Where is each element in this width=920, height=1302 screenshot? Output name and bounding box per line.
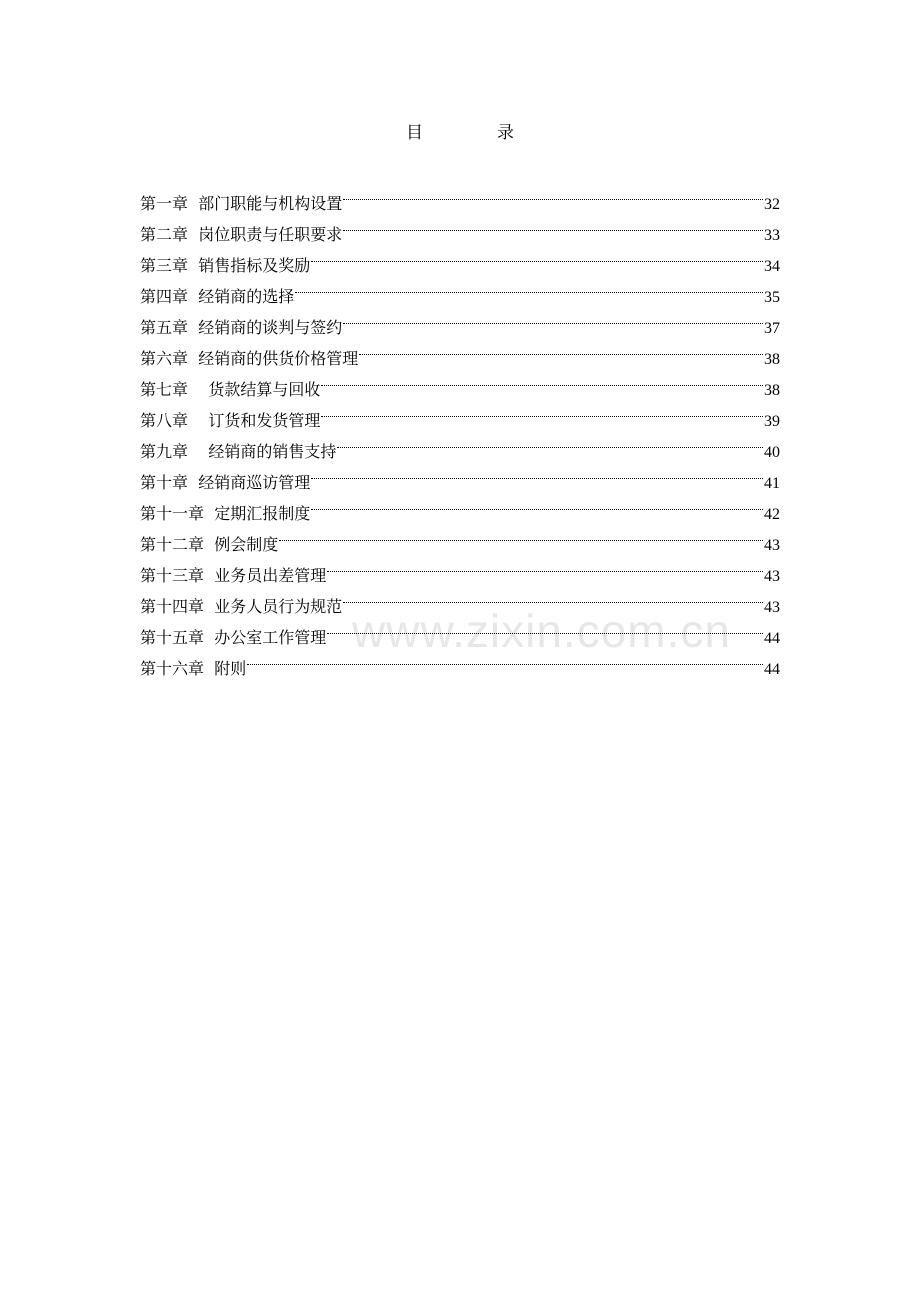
- toc-chapter-title: 经销商的供货价格管理: [198, 349, 359, 368]
- toc-separator: [204, 591, 214, 622]
- toc-dot-leader: [311, 240, 763, 271]
- toc-chapter-title: 办公室工作管理: [214, 628, 327, 647]
- toc-chapter-title: 附则: [214, 659, 247, 678]
- toc-chapter-title: 岗位职责与任职要求: [198, 225, 343, 244]
- toc-chapter-number: 第二章: [140, 225, 189, 244]
- toc-page-number: 37: [764, 320, 780, 337]
- toc-dot-leader: [311, 488, 763, 519]
- toc-chapter-title: 经销商巡访管理: [198, 473, 311, 492]
- toc-separator: [188, 281, 198, 312]
- toc-chapter-number: 第三章: [140, 256, 189, 275]
- toc-title-left: 目: [406, 123, 423, 143]
- toc-dot-leader: [337, 426, 763, 457]
- toc-chapter-number: 第十六章: [140, 659, 205, 678]
- toc-chapter-number: 第十四章: [140, 597, 205, 616]
- toc-chapter-number: 第六章: [140, 349, 189, 368]
- toc-separator: [188, 436, 208, 467]
- toc-chapter-number: 第八章: [140, 411, 189, 430]
- toc-title-right: 录: [497, 123, 514, 143]
- toc-separator: [204, 622, 214, 653]
- toc-separator: [204, 498, 214, 529]
- toc-title: [0, 118, 920, 143]
- toc-page-number: 34: [764, 258, 780, 275]
- toc-page-number: 33: [764, 227, 780, 244]
- toc-page-number: 38: [764, 351, 780, 368]
- toc-dot-leader: [343, 178, 763, 209]
- toc-page-number: 41: [764, 475, 780, 492]
- toc-separator: [188, 467, 198, 498]
- toc-separator: [188, 188, 198, 219]
- toc-chapter-title: 业务人员行为规范: [214, 597, 343, 616]
- toc-dot-leader: [311, 457, 763, 488]
- toc-dot-leader: [343, 302, 763, 333]
- toc-dot-leader: [295, 271, 763, 302]
- toc-dot-leader: [327, 612, 763, 643]
- toc-chapter-title: 经销商的谈判与签约: [198, 318, 343, 337]
- toc-separator: [188, 343, 198, 374]
- toc-chapter-number: 第十二章: [140, 535, 205, 554]
- toc-chapter-number: 第九章: [140, 442, 189, 461]
- toc-page-number: 38: [764, 382, 780, 399]
- toc-chapter-title: 业务员出差管理: [214, 566, 327, 585]
- toc-chapter-number: 第十一章: [140, 504, 205, 523]
- toc-page-number: 35: [764, 289, 780, 306]
- toc-chapter-title: 部门职能与机构设置: [198, 194, 343, 213]
- toc-dot-leader: [327, 550, 763, 581]
- toc-separator: [204, 653, 214, 684]
- toc-dot-leader: [343, 581, 763, 612]
- toc-page-number: 43: [764, 537, 780, 554]
- toc-chapter-title: 定期汇报制度: [214, 504, 311, 523]
- toc-dot-leader: [247, 643, 763, 674]
- toc-dot-leader: [321, 364, 763, 395]
- toc-page-number: 40: [764, 444, 780, 461]
- toc-chapter-title: 经销商的选择: [198, 287, 295, 306]
- toc-chapter-title: 例会制度: [214, 535, 279, 554]
- toc-separator: [188, 312, 198, 343]
- toc-list: [140, 178, 780, 678]
- toc-dot-leader: [279, 519, 763, 550]
- toc-separator: [204, 560, 214, 591]
- toc-chapter-title: 货款结算与回收: [208, 380, 321, 399]
- toc-page-number: 39: [764, 413, 780, 430]
- toc-chapter-number: 第一章: [140, 194, 189, 213]
- toc-separator: [188, 374, 208, 405]
- watermark: www.zixin.com.cn: [352, 605, 731, 657]
- toc-page-number: 43: [764, 568, 780, 585]
- toc-chapter-number: 第十章: [140, 473, 189, 492]
- toc-dot-leader: [359, 333, 763, 364]
- toc-page-number: 43: [764, 599, 780, 616]
- toc-separator: [188, 405, 208, 436]
- toc-page-number: 32: [764, 196, 780, 213]
- toc-separator: [204, 529, 214, 560]
- toc-dot-leader: [321, 395, 763, 426]
- toc-chapter-title: 销售指标及奖励: [198, 256, 311, 275]
- toc-chapter-title: 订货和发货管理: [208, 411, 321, 430]
- toc-chapter-number: 第十五章: [140, 628, 205, 647]
- toc-page-number: 44: [764, 630, 780, 647]
- toc-chapter-title: 经销商的销售支持: [208, 442, 337, 461]
- toc-separator: [188, 219, 198, 250]
- toc-dot-leader: [343, 209, 763, 240]
- toc-chapter-number: 第四章: [140, 287, 189, 306]
- toc-chapter-number: 第七章: [140, 380, 189, 399]
- toc-entry[interactable]: [140, 178, 780, 213]
- toc-page-number: 44: [764, 661, 780, 678]
- toc-chapter-number: 第五章: [140, 318, 189, 337]
- toc-separator: [188, 250, 198, 281]
- toc-chapter-number: 第十三章: [140, 566, 205, 585]
- toc-page-number: 42: [764, 506, 780, 523]
